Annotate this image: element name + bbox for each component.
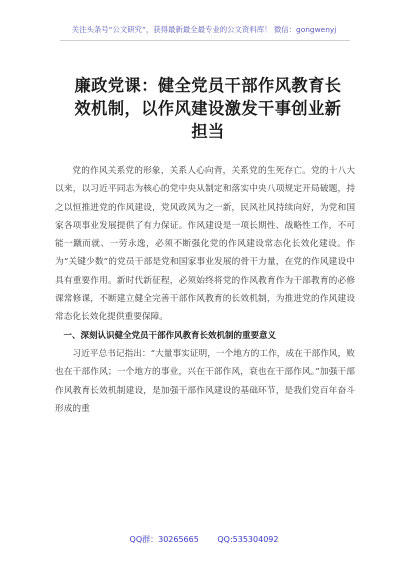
header-note: 关注头条号“公文研究”，获得最新最全最专业的公文资料库！ 微信：gongwenyj [71,25,337,34]
document-title: 廉政党课：健全党员干部作风教育长效机制，以作风建设激发干事创业新担当 [74,76,342,141]
document-body [55,162,355,418]
intro-paragraph: 党的作风关系党的形象，关系人心向背，关系党的生死存亡。党的十八大以来，以习近平同志为核心的党中央从制定和落实中央八项规定开局破题，持之以恒推进党的作风建设，党风政风为之一新，民风社风持续向好，为党和国家各项事业发展提供了有力保证。作风建设是一项长期性、战略性工作，不可能一蹴而就、一劳永逸，必须不断强化党的作风建设常态化长效化建设。作为“关键少数”的党员干部是党和国家事业发展的骨干力量，在党的作风建设中具有重要作用。新时代新征程，必须始终将党的作风教育作为干部教育的必修课常修课，不断建立健全完善干部作风教育的长效机制，为推进党的作风建设常态化长效化提供重要保障。 [55,166,355,323]
section-heading: 一、深刻认识健全党员干部作风教育长效机制的重要意义 [63,330,277,341]
footer-qq: QQ:535304092 [217,535,279,544]
footer [0,534,408,545]
header-divider [60,40,350,41]
section-paragraph: 习近平总书记指出：“大量事实证明，一个地方的工作，成在干部作风，败也在干部作风；一个地方的事业，兴在干部作风，衰也在干部作风。”加强干部作风教育长效机制建设，是加强干部作风建设的基础环节，是我们党百年奋斗形成的重 [55,348,355,414]
footer-qq-group: QQ群：30265665 [129,535,199,544]
